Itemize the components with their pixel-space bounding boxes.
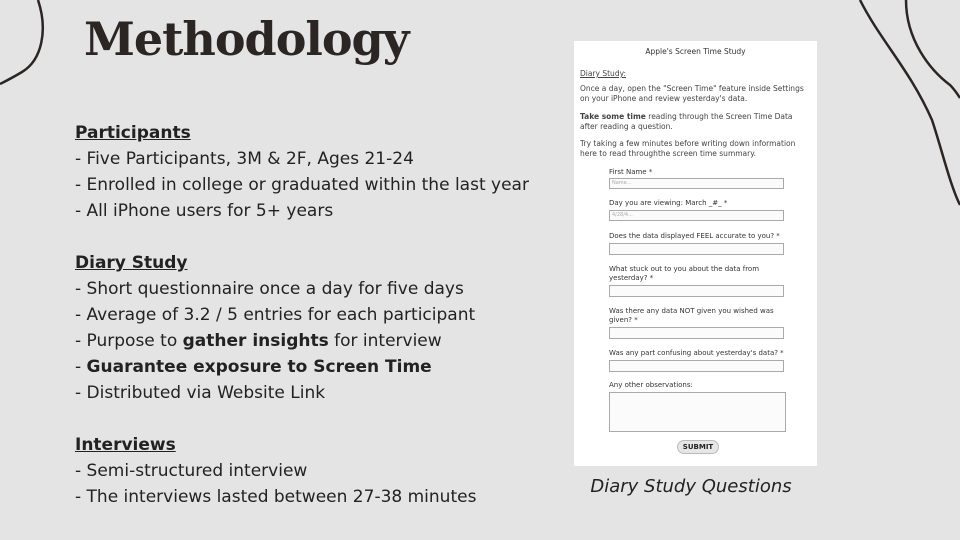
diary-item: - Distributed via Website Link [75,383,326,403]
question-label: What stuck out to you about the data from yesterday? * [609,265,760,282]
form-title: Apple's Screen Time Study [645,47,746,56]
question-label: Day you are viewing: March _#_ * [609,199,728,207]
question-label: Any other observations: [609,381,693,389]
question-label: Was there any data NOT given you wished was given? * [609,307,774,324]
diary-item: - Guarantee exposure to Screen Time [75,357,432,377]
diary-study-heading: Diary Study [75,253,188,273]
participants-heading: Participants [75,123,191,143]
form-intro: Try taking a few minutes before writing down information here to read throughthe screen time summary. [580,139,796,158]
question-label: Was any part confusing about yesterday's data? * [609,349,784,357]
diary-item: - Short questionnaire once a day for five days [75,279,464,299]
form-subtitle: Diary Study: [580,69,626,78]
missing-data-field[interactable] [609,327,784,339]
question-label: Does the data displayed FEEL accurate to you? * [609,232,780,240]
first-name-field[interactable]: Name... [609,178,784,189]
image-caption: Diary Study Questions [590,476,792,497]
form-intro: Once a day, open the "Screen Time" feature inside Settings on your iPhone and review yesterday's data. [580,84,804,103]
methodology-content [75,120,555,510]
interviews-item: - The interviews lasted between 27-38 minutes [75,487,477,507]
interviews-heading: Interviews [75,435,176,455]
question-label: First Name * [609,168,653,176]
confusing-field[interactable] [609,360,784,372]
observations-textarea[interactable] [609,392,786,432]
submit-button[interactable]: SUBMIT [677,440,719,454]
page-title: Methodology [84,12,409,66]
participants-item: - Five Participants, 3M & 2F, Ages 21-24 [75,149,414,169]
stuck-out-field[interactable] [609,285,784,297]
diary-item: - Average of 3.2 / 5 entries for each participant [75,305,476,325]
participants-item: - All iPhone users for 5+ years [75,201,334,221]
day-field[interactable]: 4/28/4... [609,210,784,221]
participants-item: - Enrolled in college or graduated within the last year [75,175,529,195]
diary-form-screenshot [574,41,817,466]
accuracy-field[interactable] [609,243,784,255]
interviews-item: - Semi-structured interview [75,461,308,481]
diary-item: - Purpose to gather insights for interview [75,331,442,351]
form-intro: Take some time reading through the Screen Time Data after reading a question. [580,112,793,131]
left-curve [0,0,43,84]
